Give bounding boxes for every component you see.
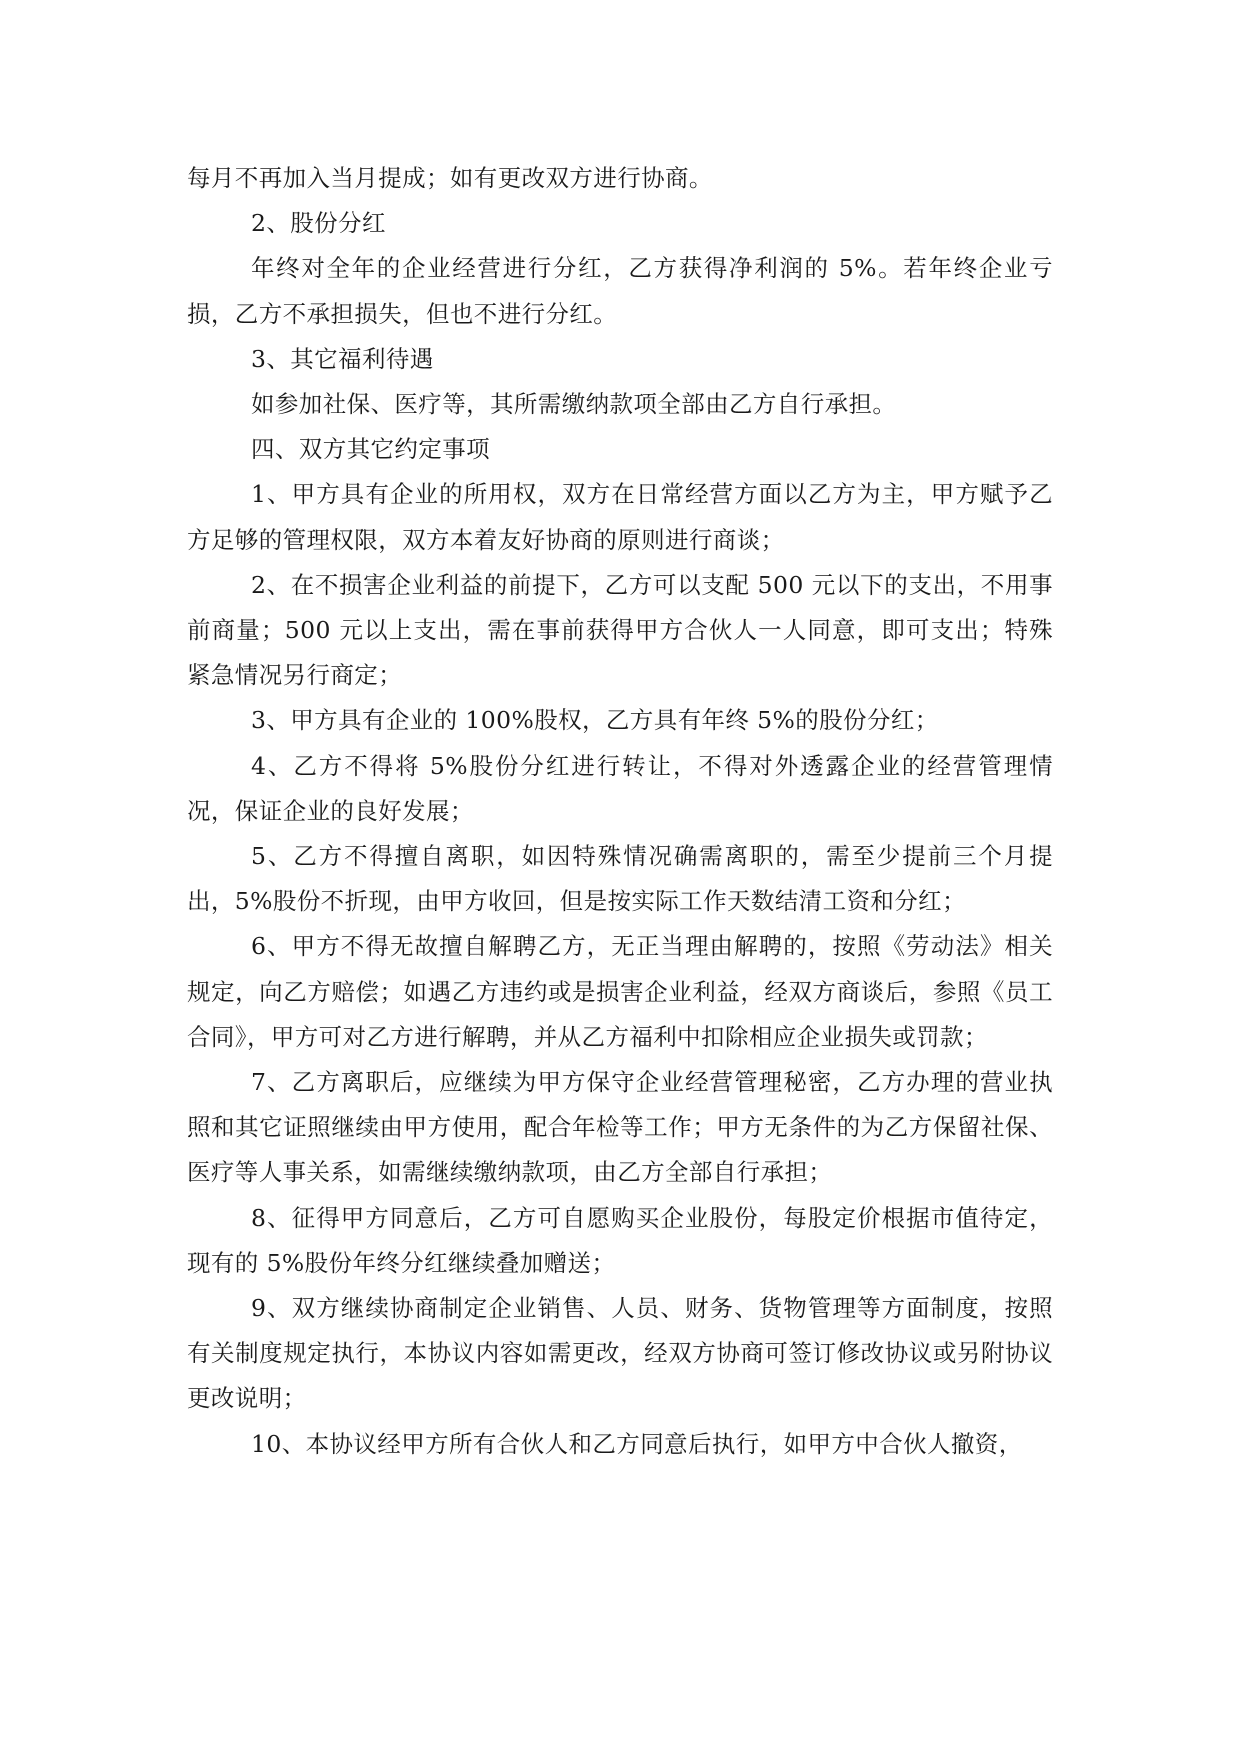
paragraph: 1、甲方具有企业的所用权，双方在日常经营方面以乙方为主，甲方赋予乙方足够的管理权限，双方本着友好协商的原则进行商谈； <box>187 480 1053 554</box>
document-body <box>187 156 1053 1467</box>
paragraph: 2、在不损害企业利益的前提下，乙方可以支配 500 元以下的支出，不用事前商量；500 元以上支出，需在事前获得甲方合伙人一人同意，即可支出；特殊紧急情况另行商定； <box>187 570 1053 690</box>
paragraph: 10、本协议经甲方所有合伙人和乙方同意后执行，如甲方中合伙人撤资， <box>251 1429 1023 1458</box>
paragraph: 3、其它福利待遇 <box>251 344 434 373</box>
paragraph: 4、乙方不得将 5%股份分红进行转让，不得对外透露企业的经营管理情况，保证企业的良好发展； <box>187 751 1053 825</box>
paragraph: 如参加社保、医疗等，其所需缴纳款项全部由乙方自行承担。 <box>251 390 897 419</box>
paragraph: 6、甲方不得无故擅自解聘乙方，无正当理由解聘的，按照《劳动法》相关规定，向乙方赔偿；如遇乙方违约或是损害企业利益，经双方商谈后，参照《员工合同》，甲方可对乙方进行解聘，并从乙方福利中扣除相应企业损失或罚款； <box>187 932 1053 1051</box>
paragraph: 7、乙方离职后，应继续为甲方保守企业经营管理秘密，乙方办理的营业执照和其它证照继续由甲方使用，配合年检等工作；甲方无条件的为乙方保留社保、医疗等人事关系，如需继续缴纳款项，由乙方全部自行承担； <box>187 1068 1053 1187</box>
paragraph: 3、甲方具有企业的 100%股权，乙方具有年终 5%的股份分红； <box>251 706 939 735</box>
paragraph: 四、双方其它约定事项 <box>251 435 490 464</box>
paragraph: 2、股份分红 <box>251 209 386 238</box>
paragraph: 年终对全年的企业经营进行分红，乙方获得净利润的 5%。若年终企业亏损，乙方不承担损失，但也不进行分红。 <box>187 254 1053 328</box>
paragraph: 每月不再加入当月提成；如有更改双方进行协商。 <box>187 164 713 192</box>
paragraph: 8、征得甲方同意后，乙方可自愿购买企业股份，每股定价根据市值待定，现有的 5%股份年终分红继续叠加赠送； <box>187 1203 1053 1277</box>
paragraph: 9、双方继续协商制定企业销售、人员、财务、货物管理等方面制度，按照有关制度规定执行，本协议内容如需更改，经双方协商可签订修改协议或另附协议更改说明； <box>187 1294 1053 1413</box>
paragraph: 5、乙方不得擅自离职，如因特殊情况确需离职的，需至少提前三个月提出，5%股份不折现，由甲方收回，但是按实际工作天数结清工资和分红； <box>187 842 1053 916</box>
